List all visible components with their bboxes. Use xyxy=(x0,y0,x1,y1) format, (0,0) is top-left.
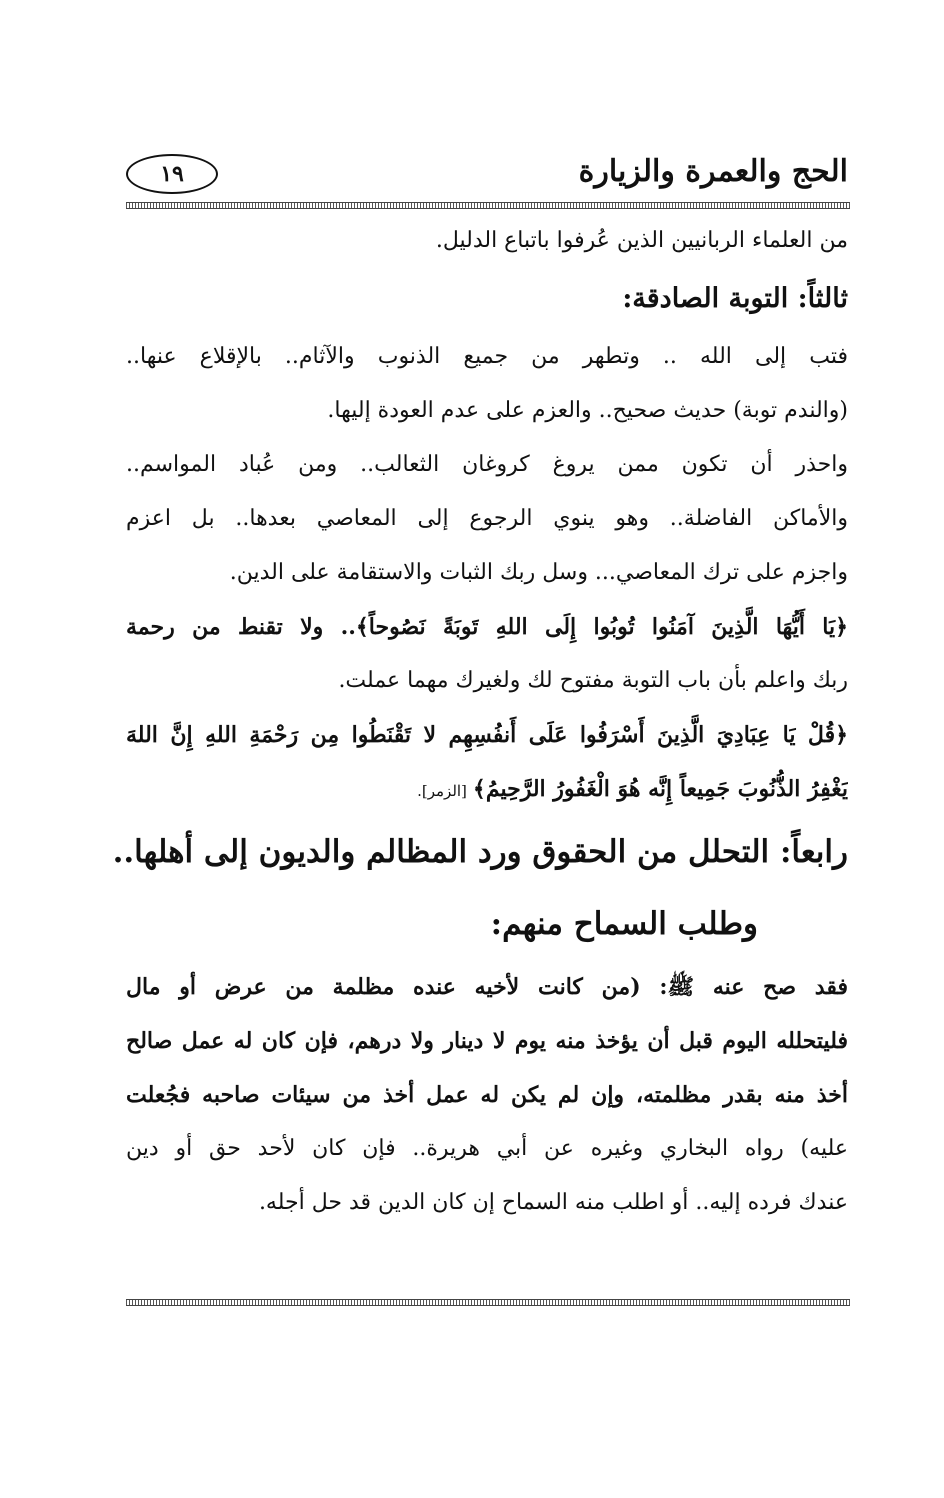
header-rule xyxy=(126,202,850,209)
quran-verse-text: يَغْفِرُ الذُّنُوبَ جَمِيعاً إِنَّه هُوَ الْغَفُورُ الرَّحِيمُ﴾ xyxy=(472,776,848,802)
quran-verse-line: ﴿يَا أَيُّهَا الَّذِينَ آمَنُوا تُوبُوا إِلَى اللهِ تَوبَةً نَصُوحاً﴾.. ولا تقنط من رحمة xyxy=(126,614,848,640)
section-heading-third: ثالثاً: التوبة الصادقة: xyxy=(622,283,848,314)
section-heading-fourth-continued: وطلب السماح منهم: xyxy=(490,906,758,942)
hadith-line: فليتحلله اليوم قبل أن يؤخذ منه يوم لا دينار ولا درهم، فإن كان له عمل صالح xyxy=(126,1028,848,1054)
running-title: الحج والعمرة والزيارة xyxy=(578,154,848,189)
running-header xyxy=(126,150,848,200)
page-number xyxy=(126,154,218,194)
body-line: عليه) رواه البخاري وغيره عن أبي هريرة.. فإن كان لأحد حق أو دين xyxy=(126,1136,848,1161)
body-line: واجزم على ترك المعاصي... وسل ربك الثبات والاستقامة على الدين. xyxy=(229,560,848,585)
body-line: من العلماء الربانيين الذين عُرفوا باتباع الدليل. xyxy=(435,228,848,253)
body-line: عندك فرده إليه.. أو اطلب منه السماح إن كان الدين قد حل أجله. xyxy=(258,1190,848,1215)
hadith-line: أخذ منه بقدر مظلمته، وإن لم يكن له عمل أخذ من سيئات صاحبه فجُعلت xyxy=(126,1082,848,1108)
quran-verse-line xyxy=(126,762,848,816)
body-line: (والندم توبة) حديث صحيح.. والعزم على عدم العودة إليها. xyxy=(327,398,848,423)
body-line: واحذر أن تكون ممن يروغ كروغان الثعالب.. ومن عُباد المواسم.. xyxy=(126,452,848,477)
verse-citation: [الزمر]. xyxy=(417,782,467,800)
footer-rule xyxy=(126,1299,850,1306)
section-heading-fourth: رابعاً: التحلل من الحقوق ورد المظالم والديون إلى أهلها.. xyxy=(112,834,848,870)
body-line: ربك واعلم بأن باب التوبة مفتوح لك ولغيرك مهما عملت. xyxy=(338,668,848,693)
hadith-line: فقد صح عنه ﷺ: (من كانت لأخيه عنده مظلمة من عرض أو مال xyxy=(126,974,848,1000)
body-line: فتب إلى الله .. وتطهر من جميع الذنوب والآثام.. بالإقلاع عنها.. xyxy=(126,344,848,369)
body-line: والأماكن الفاضلة.. وهو ينوي الرجوع إلى المعاصي بعدها.. بل اعزم xyxy=(126,506,848,531)
page-body xyxy=(112,214,848,1230)
quran-verse-line: ﴿قُلْ يَا عِبَادِيَ الَّذِينَ أَسْرَفُوا عَلَى أَنفُسِهِم لا تَقْنَطُوا مِن رَحْمَةِ اللهِ إِنَّ اللهَ xyxy=(126,722,848,748)
page-number-text: ١٩ xyxy=(160,161,184,187)
